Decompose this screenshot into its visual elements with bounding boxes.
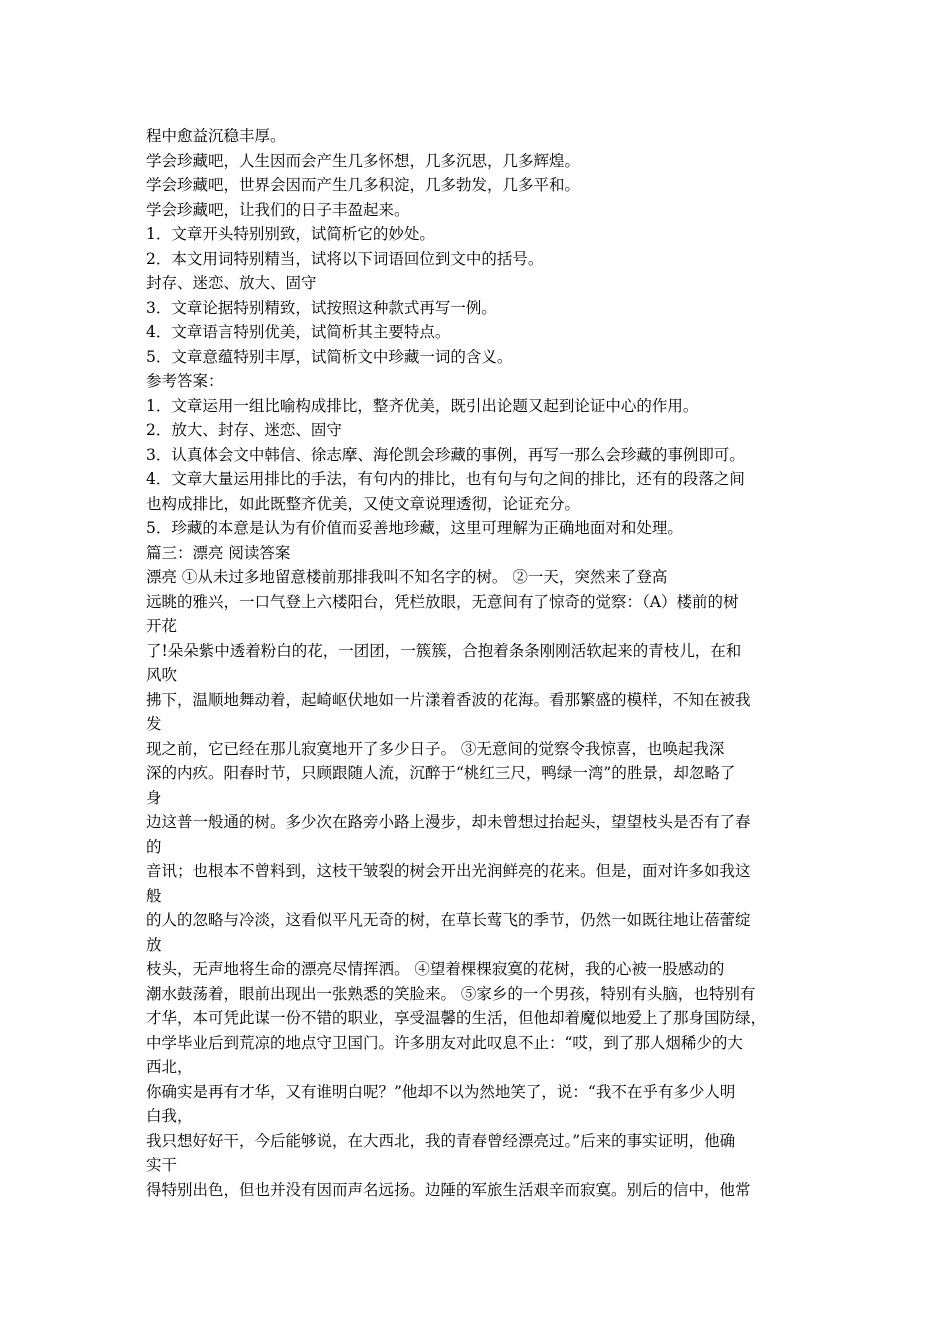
text-line: 远眺的雅兴，一口气登上六楼阳台，凭栏放眼，无意间有了惊奇的觉察：（A）楼前的树 (146, 592, 739, 611)
text-line: 5．文章意蕴特别丰厚，试简析文中珍藏一词的含义。 (146, 347, 513, 366)
text-line: 漂亮 ①从未过多地留意楼前那排我叫不知名字的树。 ②一天，突然来了登高 (146, 568, 668, 586)
text-line: 西北， (146, 1058, 193, 1076)
text-line: 的人的忽略与冷淡，这看似平凡无奇的树，在草长莺飞的季节，仍然一如既往地让蓓蕾绽 (146, 911, 751, 929)
text-line: 边这普一般通的树。多少次在路旁小路上漫步，却未曾想过抬起头，望望枝头是否有了春 (146, 813, 751, 831)
text-line: 1．文章开头特别别致，试简析它的妙处。 (146, 225, 435, 243)
text-line: 5．珍藏的本意是认为有价值而妥善地珍藏，这里可理解为正确地面对和处理。 (146, 519, 683, 537)
text-line: 音讯；也根本不曾料到，这枝干皱裂的树会开出光润鲜亮的花来。但是，面对许多如我这 (146, 862, 751, 880)
text-line: 拂下，温顺地舞动着，起崎岖伏地如一片漾着香波的花海。看那繁盛的模样，不知在被我 (146, 690, 751, 709)
text-line: 才华，本可凭此谋一份不错的职业，享受温馨的生活，但他却着魔似地爱上了那身国防绿， (146, 1009, 767, 1027)
text-line: 深的内疚。阳春时节，只顾跟随人流，沉醉于“桃红三尺，鸭绿一湾”的胜景，却忽略了 (146, 764, 736, 782)
text-line: 学会珍藏吧，让我们的日子丰盈起来。 (146, 200, 410, 219)
text-line: 潮水鼓荡着，眼前出现出一张熟悉的笑脸来。 ⑤家乡的一个男孩，特别有头脑，也特别有 (146, 984, 756, 1003)
text-line: 4．文章大量运用排比的手法，有句内的排比，也有句与句之间的排比，还有的段落之间 (146, 470, 745, 488)
text-line: 实干 (146, 1156, 178, 1174)
text-line: 学会珍藏吧，人生因而会产生几多怀想，几多沉思，几多辉煌。 (146, 151, 581, 170)
text-line: 3．认真体会文中韩信、徐志摩、海伦凯会珍藏的事例，再写一那么会珍藏的事例即可。 (146, 445, 745, 464)
text-line: 枝头，无声地将生命的漂亮尽情挥洒。 ④望着棵棵寂寞的花树，我的心被一股感动的 (146, 960, 725, 978)
text-line: 的 (146, 837, 162, 856)
text-line: 程中愈益沉稳丰厚。 (146, 127, 286, 145)
text-line: 2．放大、封存、迷恋、固守 (146, 421, 342, 439)
text-line: 现之前，它已经在那儿寂寞地开了多少日子。 ③无意间的觉察令我惊喜，也唤起我深 (146, 739, 725, 758)
text-line: 得特别出色，但也并没有因而声名远扬。边陲的军旅生活艰辛而寂寞。别后的信中，他常 (146, 1180, 751, 1199)
text-line: 开花 (146, 617, 178, 635)
text-line: 也构成排比，如此既整齐优美，又使文章说理透彻，论证充分。 (146, 494, 581, 513)
text-line: 了!朵朵紫中透着粉白的花，一团团，一簇簇，合抱着条条刚刚活软起来的青枝儿，在和 (146, 641, 742, 660)
text-line: 发 (146, 715, 162, 733)
text-line: 般 (146, 886, 162, 905)
text-line: 封存、迷恋、放大、固守 (146, 274, 317, 292)
text-line: 参考答案： (146, 372, 224, 390)
text-line: 身 (146, 788, 162, 807)
text-line: 学会珍藏吧，世界会因而产生几多积淀，几多勃发，几多平和。 (146, 176, 581, 194)
text-line: 3．文章论据特别精致，试按照这种款式再写一例。 (146, 298, 497, 317)
text-line: 2．本文用词特别精当，试将以下词语回位到文中的括号。 (146, 249, 544, 268)
text-line: 篇三：漂亮 阅读答案 (146, 543, 291, 562)
text-line: 1．文章运用一组比喻构成排比，整齐优美，既引出论题又起到论证中心的作用。 (146, 396, 699, 415)
text-line: 放 (146, 935, 162, 954)
text-line: 你确实是再有才华，又有谁明白呢？”他却不以为然地笑了，说：“我不在乎有多少人明 (146, 1082, 736, 1101)
text-line: 4．文章语言特别优美，试简析其主要特点。 (146, 323, 451, 341)
text-line: 白我， (146, 1107, 193, 1125)
text-line: 中学毕业后到荒凉的地点守卫国门。许多朋友对此叹息不止：“哎，到了那人烟稀少的大 (146, 1033, 743, 1052)
text-line: 我只想好好干，今后能够说，在大西北，我的青春曾经漂亮过。”后来的事实证明，他确 (146, 1131, 736, 1150)
text-line: 风吹 (146, 666, 178, 684)
document-body (146, 124, 814, 1202)
